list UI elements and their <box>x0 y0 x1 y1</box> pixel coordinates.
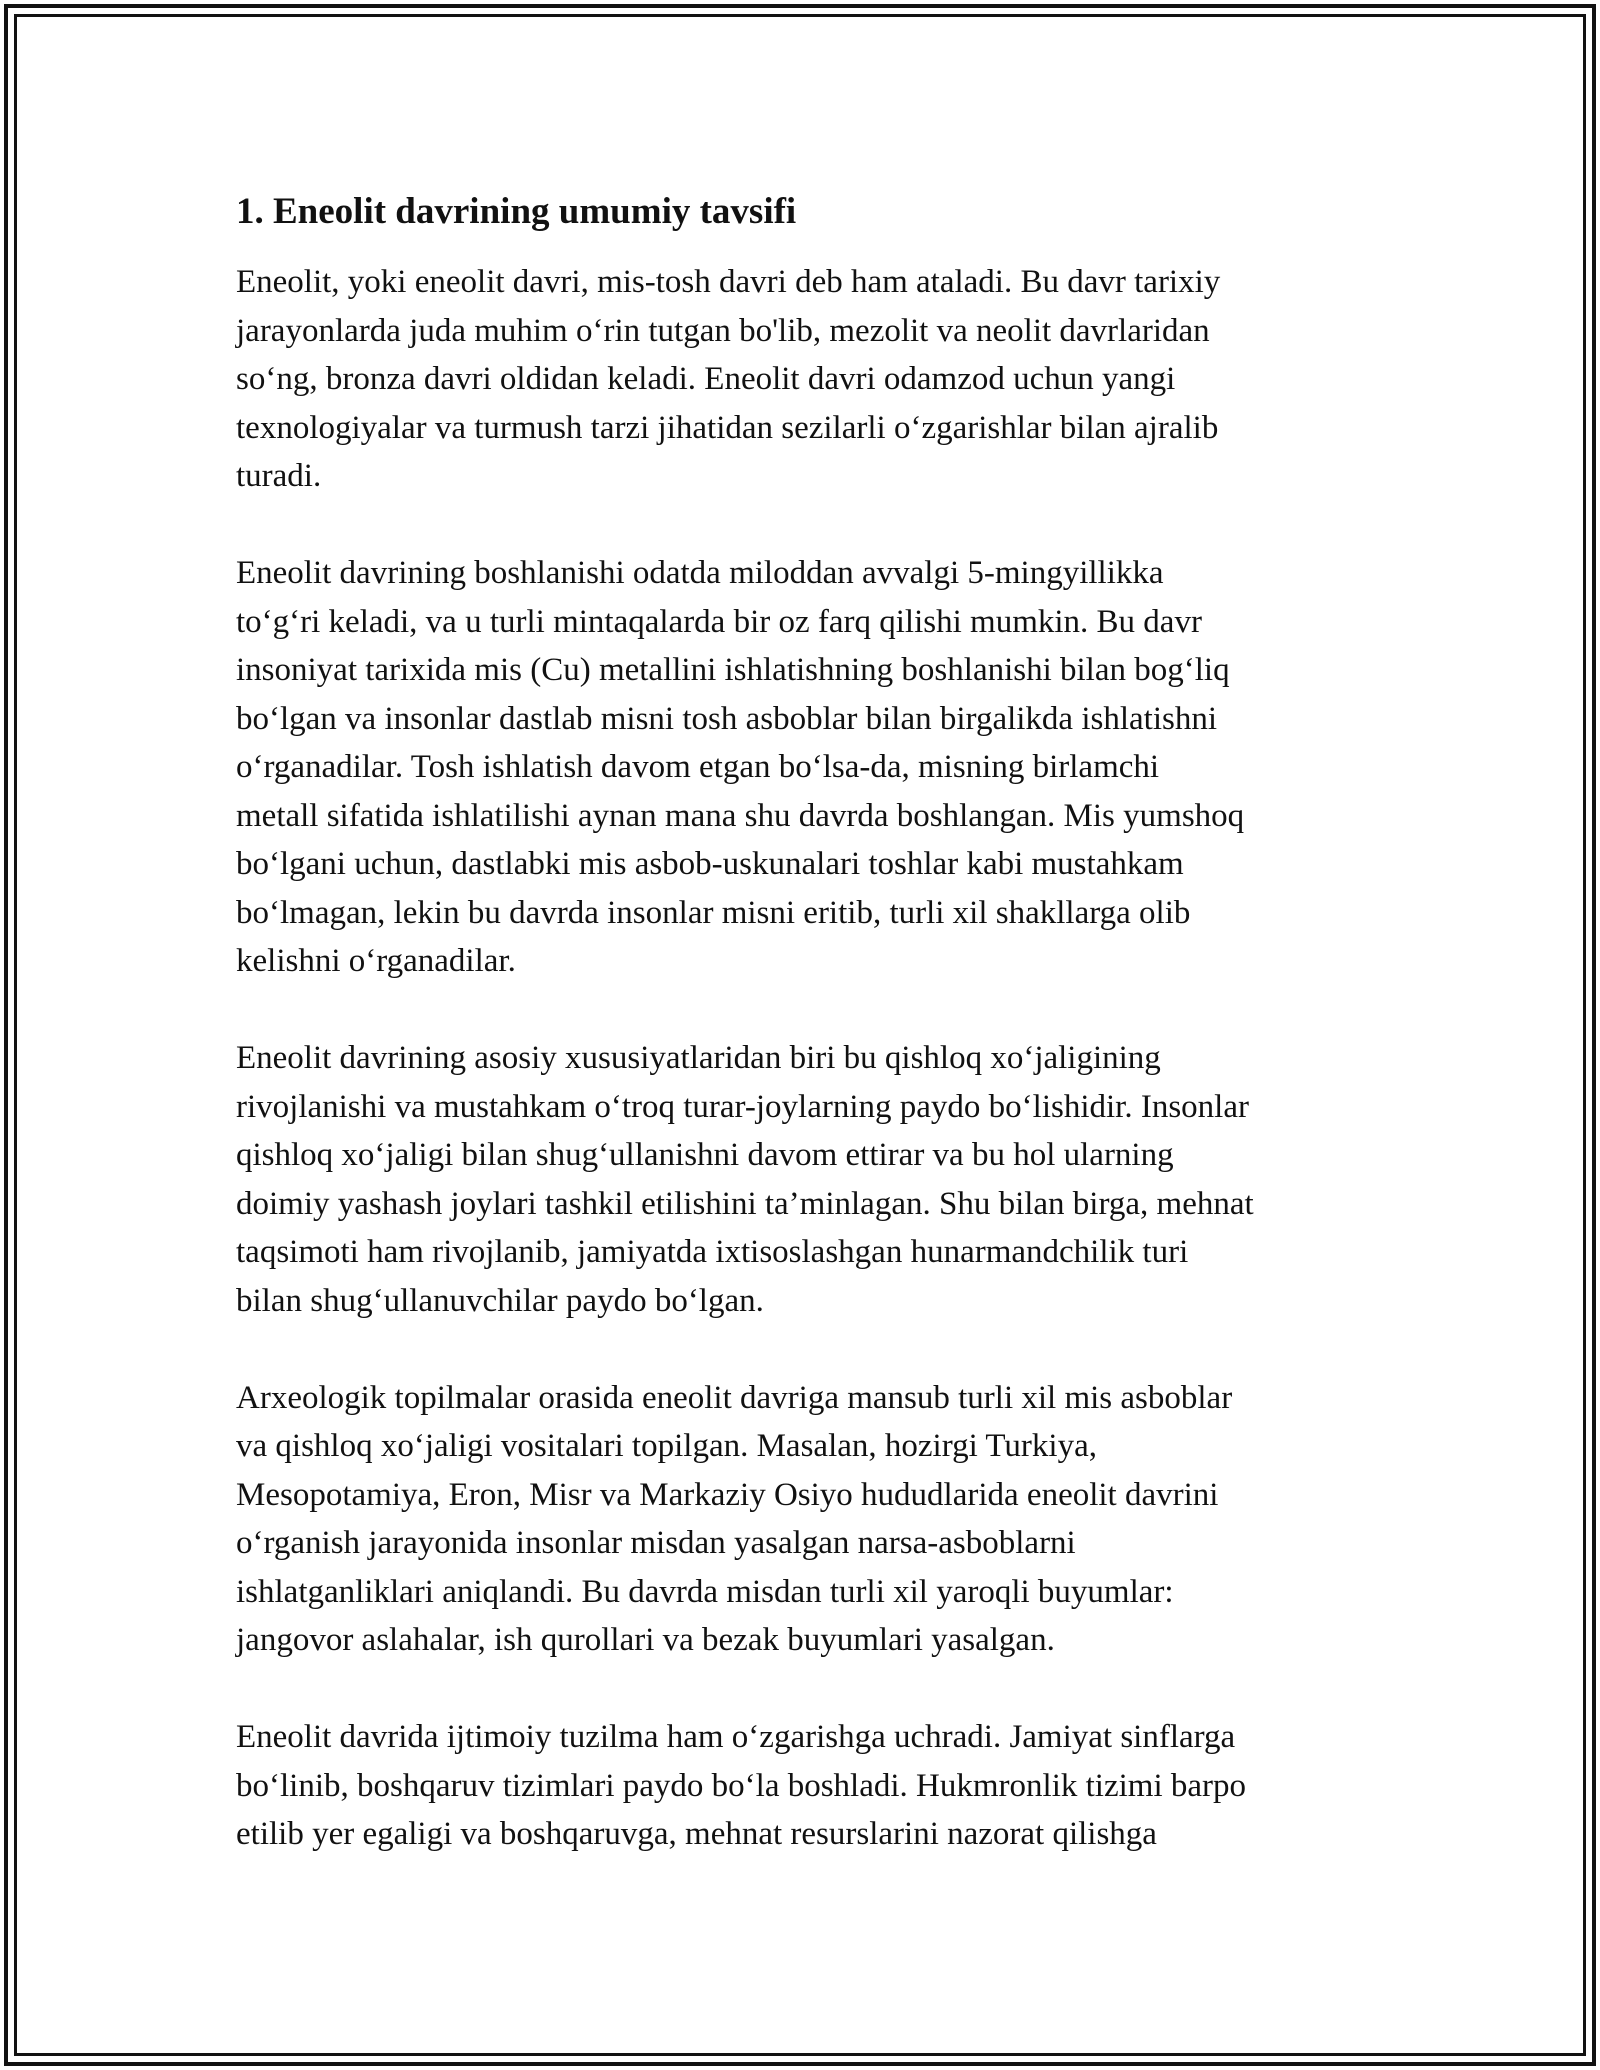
paragraph-2: Eneolit davrining boshlanishi odatda miloddan avvalgi 5-mingyillikka to‘g‘ri keladi, va u turli mintaqalarda bir oz farq qilishi mumkin. Bu davr insoniyat tarixida mis (Cu) metallini ishlatishning boshlanishi bilan bog‘liq bo‘lgan va insonlar dastlab misni tosh asboblar bilan birgalikda ishlatishni o‘rganadilar. Tosh ishlatish davom etgan bo‘lsa-da, misning birlamchi metall sifatida ishlatilishi aynan mana shu davrda boshlangan. Mis yumshoq bo‘lgani uchun, dastlabki mis asbob-uskunalari toshlar kabi mustahkam bo‘lmagan, lekin bu davrda insonlar misni eritib, turli xil shakllarga olib kelishni o‘rganadilar. <box>236 555 1245 979</box>
paragraph-1: Eneolit, yoki eneolit davri, mis-tosh davri deb ham ataladi. Bu davr tarixiy jarayonlarda juda muhim o‘rin tutgan bo'lib, mezolit va neolit davrlaridan so‘ng, bronza davri oldidan keladi. Eneolit davri odamzod uchun yangi texnologiyalar va turmush tarzi jihatidan sezilarli o‘zgarishlar bilan ajralib turadi. <box>236 264 1221 494</box>
paragraph-4: Arxeologik topilmalar orasida eneolit davriga mansub turli xil mis asboblar va qishloq xo‘jaligi vositalari topilgan. Masalan, hozirgi Turkiya, Mesopotamiya, Eron, Misr va Markaziy Osiyo hududlarida eneolit davrini o‘rganish jarayonida insonlar misdan yasalgan narsa-asboblarni ishlatganliklari aniqlandi. Bu davrda misdan turli xil yaroqli buyumlar: jangovor aslahalar, ish qurollari va bezak buyumlari yasalgan. <box>236 1379 1233 1658</box>
paragraph-3: Eneolit davrining asosiy xususiyatlaridan biri bu qishloq xo‘jaligining rivojlanishi va mustahkam o‘troq turar-joylarning paydo bo‘lishidir. Insonlar qishloq xo‘jaligi bilan shug‘ullanishni davom ettirar va bu hol ularning doimiy yashash joylari tashkil etilishini ta’minlagan. Shu bilan birga, mehnat taqsimoti ham rivojlanib, jamiyatda ixtisoslashgan hunarmandchilik turi bilan shug‘ullanuvchilar paydo bo‘lgan. <box>236 1040 1254 1319</box>
paragraph-5: Eneolit davrida ijtimoiy tuzilma ham o‘zgarishga uchradi. Jamiyat sinflarga bo‘linib, boshqaruv tizimlari paydo bo‘la boshladi. Hukmronlik tizimi barpo etilib yer egaligi va boshqaruvga, mehnat resurslarini nazorat qilishga <box>236 1719 1246 1852</box>
document-body <box>236 188 1376 1907</box>
section-heading: 1. Eneolit davrining umumiy tavsifi <box>236 191 797 232</box>
